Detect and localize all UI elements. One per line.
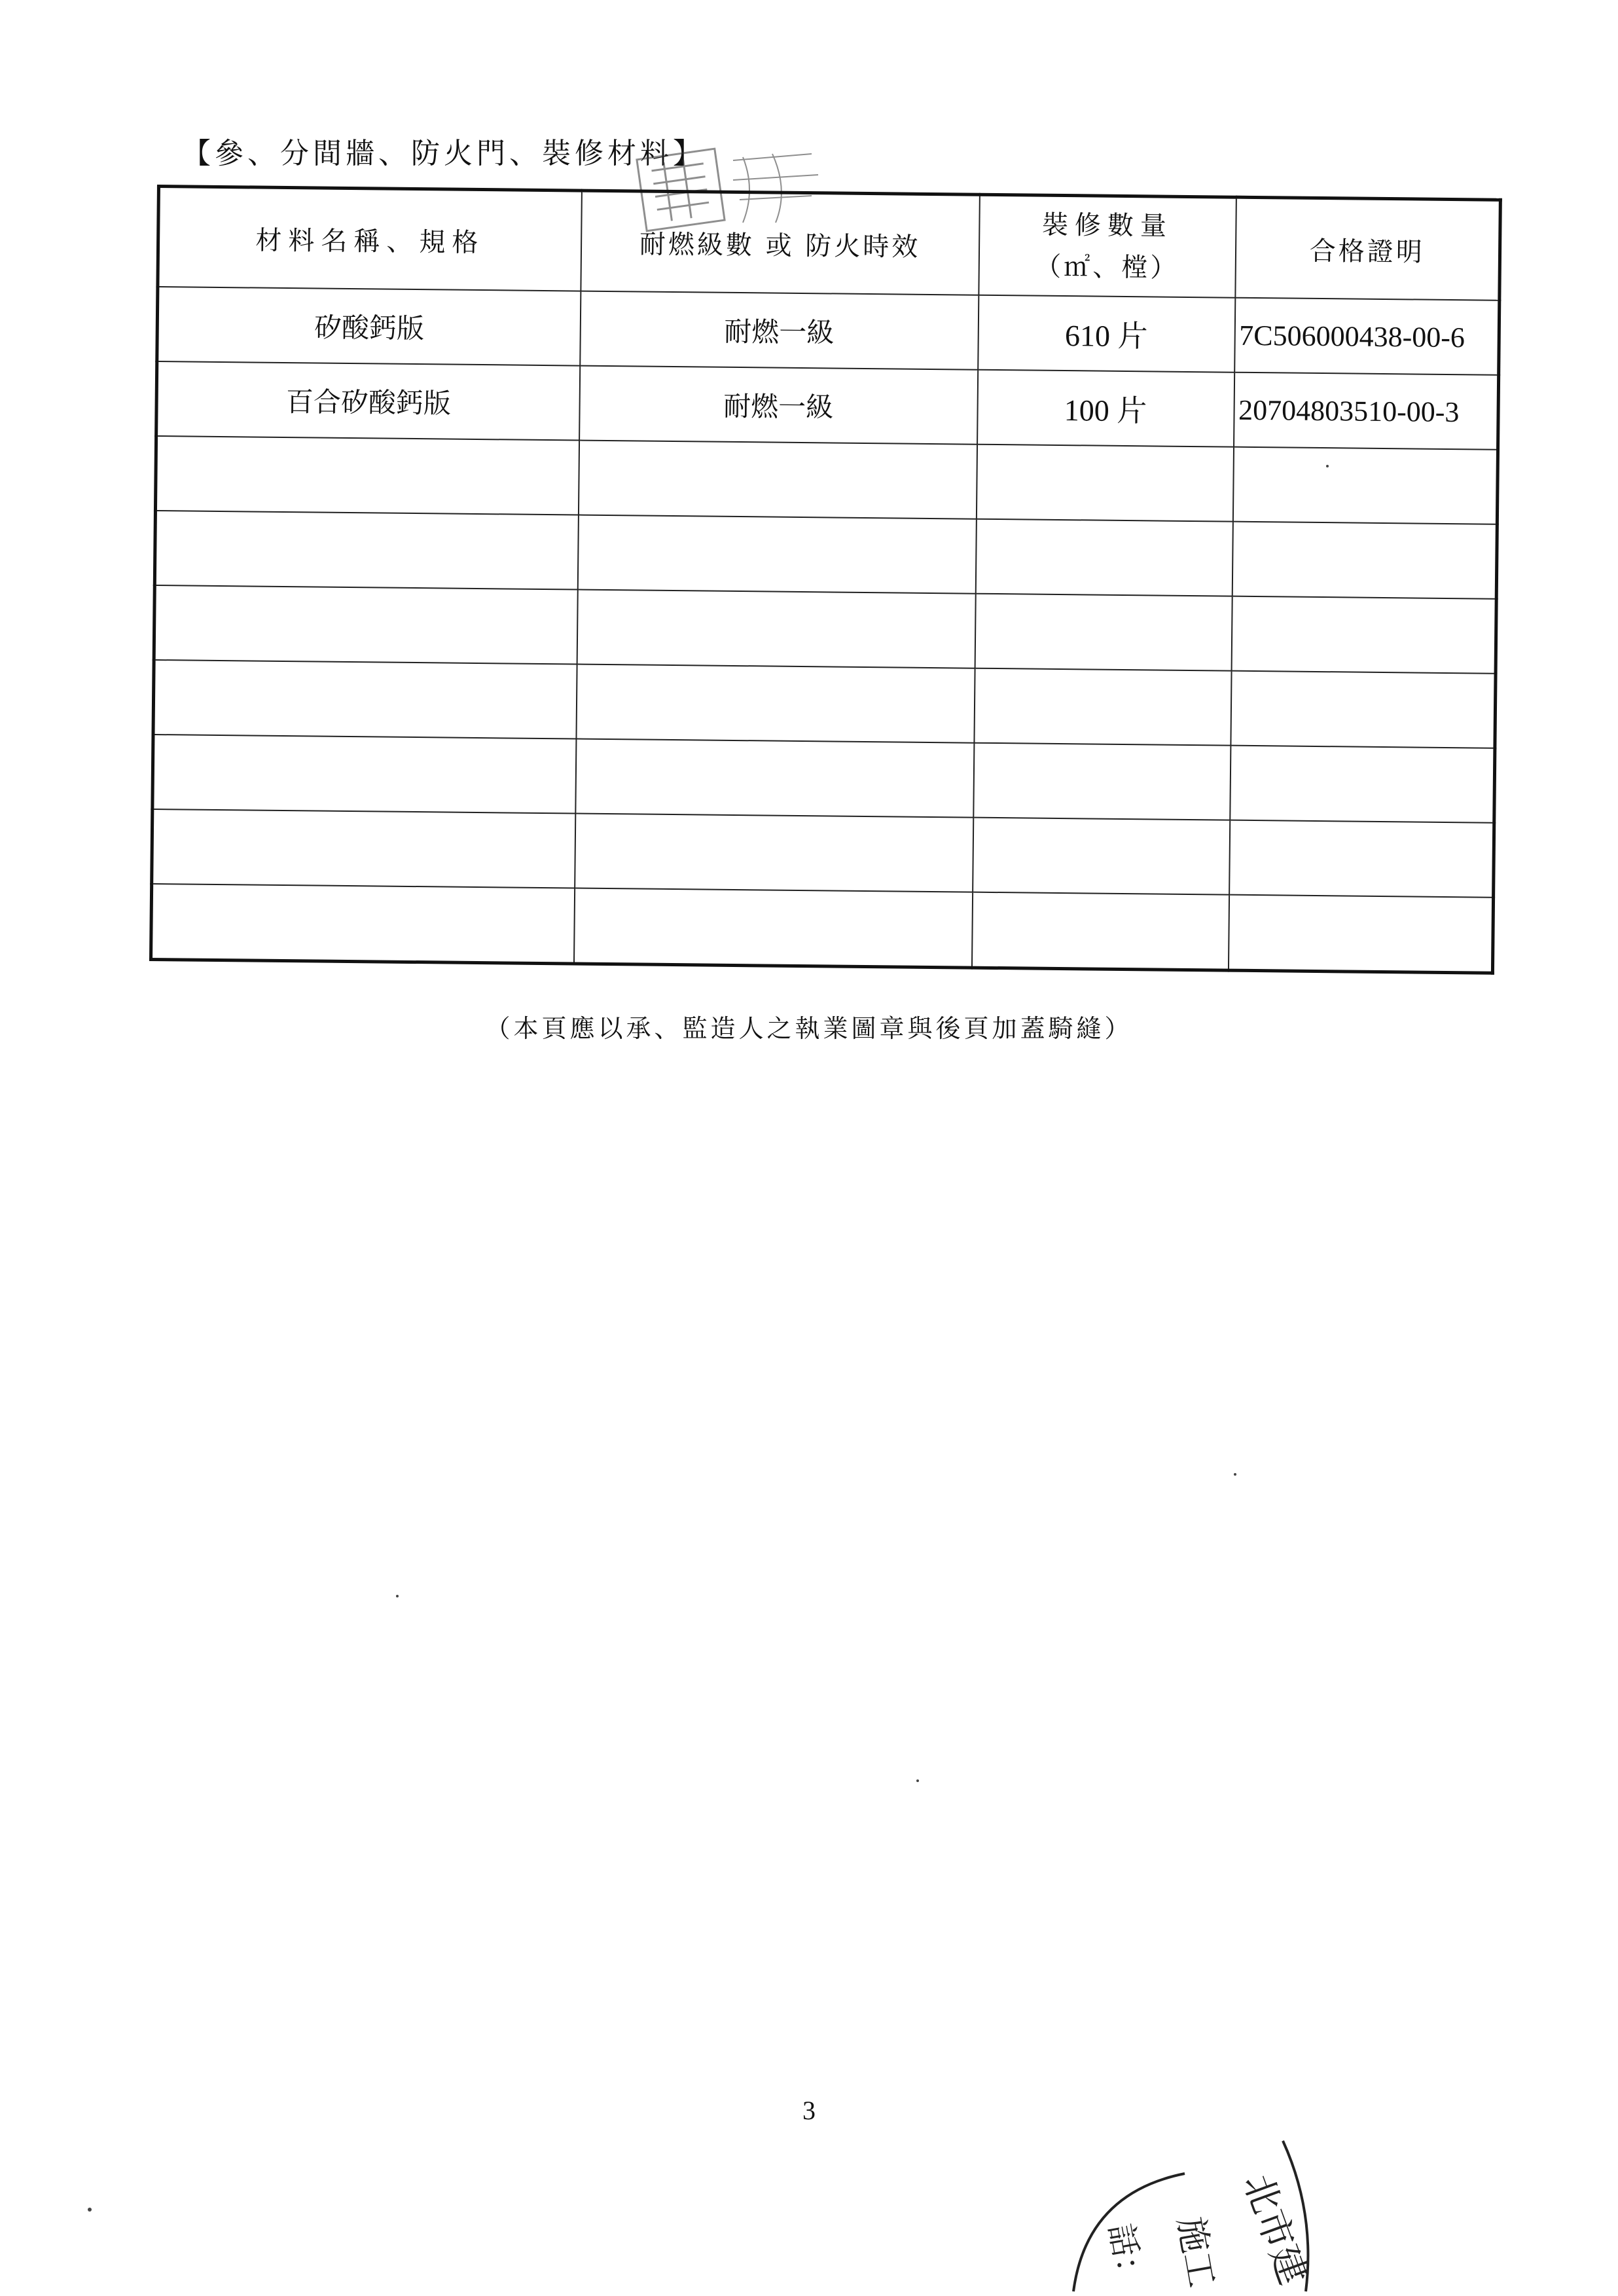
cell-quantity — [973, 818, 1230, 895]
table-header-row — [158, 187, 1500, 301]
cell-material — [155, 436, 579, 515]
cell-certificate — [1229, 820, 1494, 898]
header-quantity-line2: （㎡、樘） — [1035, 251, 1179, 283]
cell-quantity — [974, 668, 1231, 746]
table-row — [154, 585, 1496, 674]
header-rating: 耐燃級數 或 防火時效 — [581, 191, 980, 295]
cell-rating — [573, 888, 972, 968]
cell-material — [153, 660, 577, 739]
page-number: 3 — [802, 2096, 816, 2125]
footnote: （本頁應以承、監造人之執業圖章與後頁加蓋騎縫） — [485, 1014, 1133, 1043]
stamp-text-2: 施工 — [1170, 2214, 1223, 2291]
cell-material — [152, 809, 575, 888]
table-row — [155, 436, 1498, 524]
cell-certificate — [1231, 671, 1496, 748]
cell-certificate — [1232, 522, 1497, 599]
cell-certificate: 7C506000438-00-6 — [1234, 298, 1500, 375]
section-title: 【參、分間牆、防火門、裝修材料】 — [182, 137, 706, 170]
stamp-text-3: 話： — [1102, 2221, 1151, 2292]
scan-speck — [916, 1779, 919, 1782]
cell-certificate: 20704803510-00-3 — [1234, 373, 1499, 450]
cell-rating — [577, 515, 976, 594]
scan-speck — [396, 1595, 399, 1597]
cell-quantity — [975, 519, 1232, 596]
table-row — [153, 660, 1496, 748]
cell-rating: 耐燃一級 — [579, 366, 978, 445]
header-certificate: 合格證明 — [1235, 197, 1501, 301]
cell-rating — [575, 814, 973, 892]
stamp-text-1: 北市建 — [1234, 2168, 1316, 2291]
cell-material — [154, 585, 577, 665]
cell-material — [153, 735, 576, 814]
seal-stamp-bottom — [1047, 2134, 1322, 2296]
materials-table — [149, 185, 1502, 975]
header-quantity — [979, 194, 1236, 297]
cell-certificate — [1228, 895, 1493, 974]
cell-quantity — [973, 743, 1231, 820]
cell-rating — [578, 441, 977, 519]
cell-material — [154, 511, 578, 590]
cell-quantity — [976, 445, 1233, 522]
header-material: 材料名稱、規格 — [158, 187, 582, 291]
scan-speck — [1326, 465, 1329, 467]
cell-rating — [575, 739, 974, 818]
scan-speck — [1234, 1473, 1236, 1476]
scan-speck — [88, 2208, 92, 2212]
cell-material: 矽酸鈣版 — [157, 287, 581, 366]
cell-material: 百合矽酸鈣版 — [156, 361, 580, 441]
table-row — [157, 287, 1500, 375]
cell-certificate — [1230, 746, 1495, 823]
table-row — [153, 735, 1495, 823]
table-row — [151, 884, 1494, 973]
table-row — [152, 809, 1494, 898]
cell-quantity — [971, 892, 1229, 970]
header-quantity-line1: 裝修數量 — [1041, 210, 1174, 242]
table-row — [156, 361, 1499, 450]
cell-certificate — [1232, 447, 1498, 524]
cell-rating — [577, 590, 975, 668]
cell-rating: 耐燃一級 — [580, 291, 979, 370]
cell-quantity: 610 片 — [978, 295, 1235, 373]
cell-rating — [576, 665, 975, 743]
table-row — [154, 511, 1497, 599]
cell-quantity: 100 片 — [977, 370, 1234, 447]
cell-quantity — [975, 594, 1232, 671]
cell-certificate — [1231, 596, 1496, 674]
cell-material — [151, 884, 575, 964]
